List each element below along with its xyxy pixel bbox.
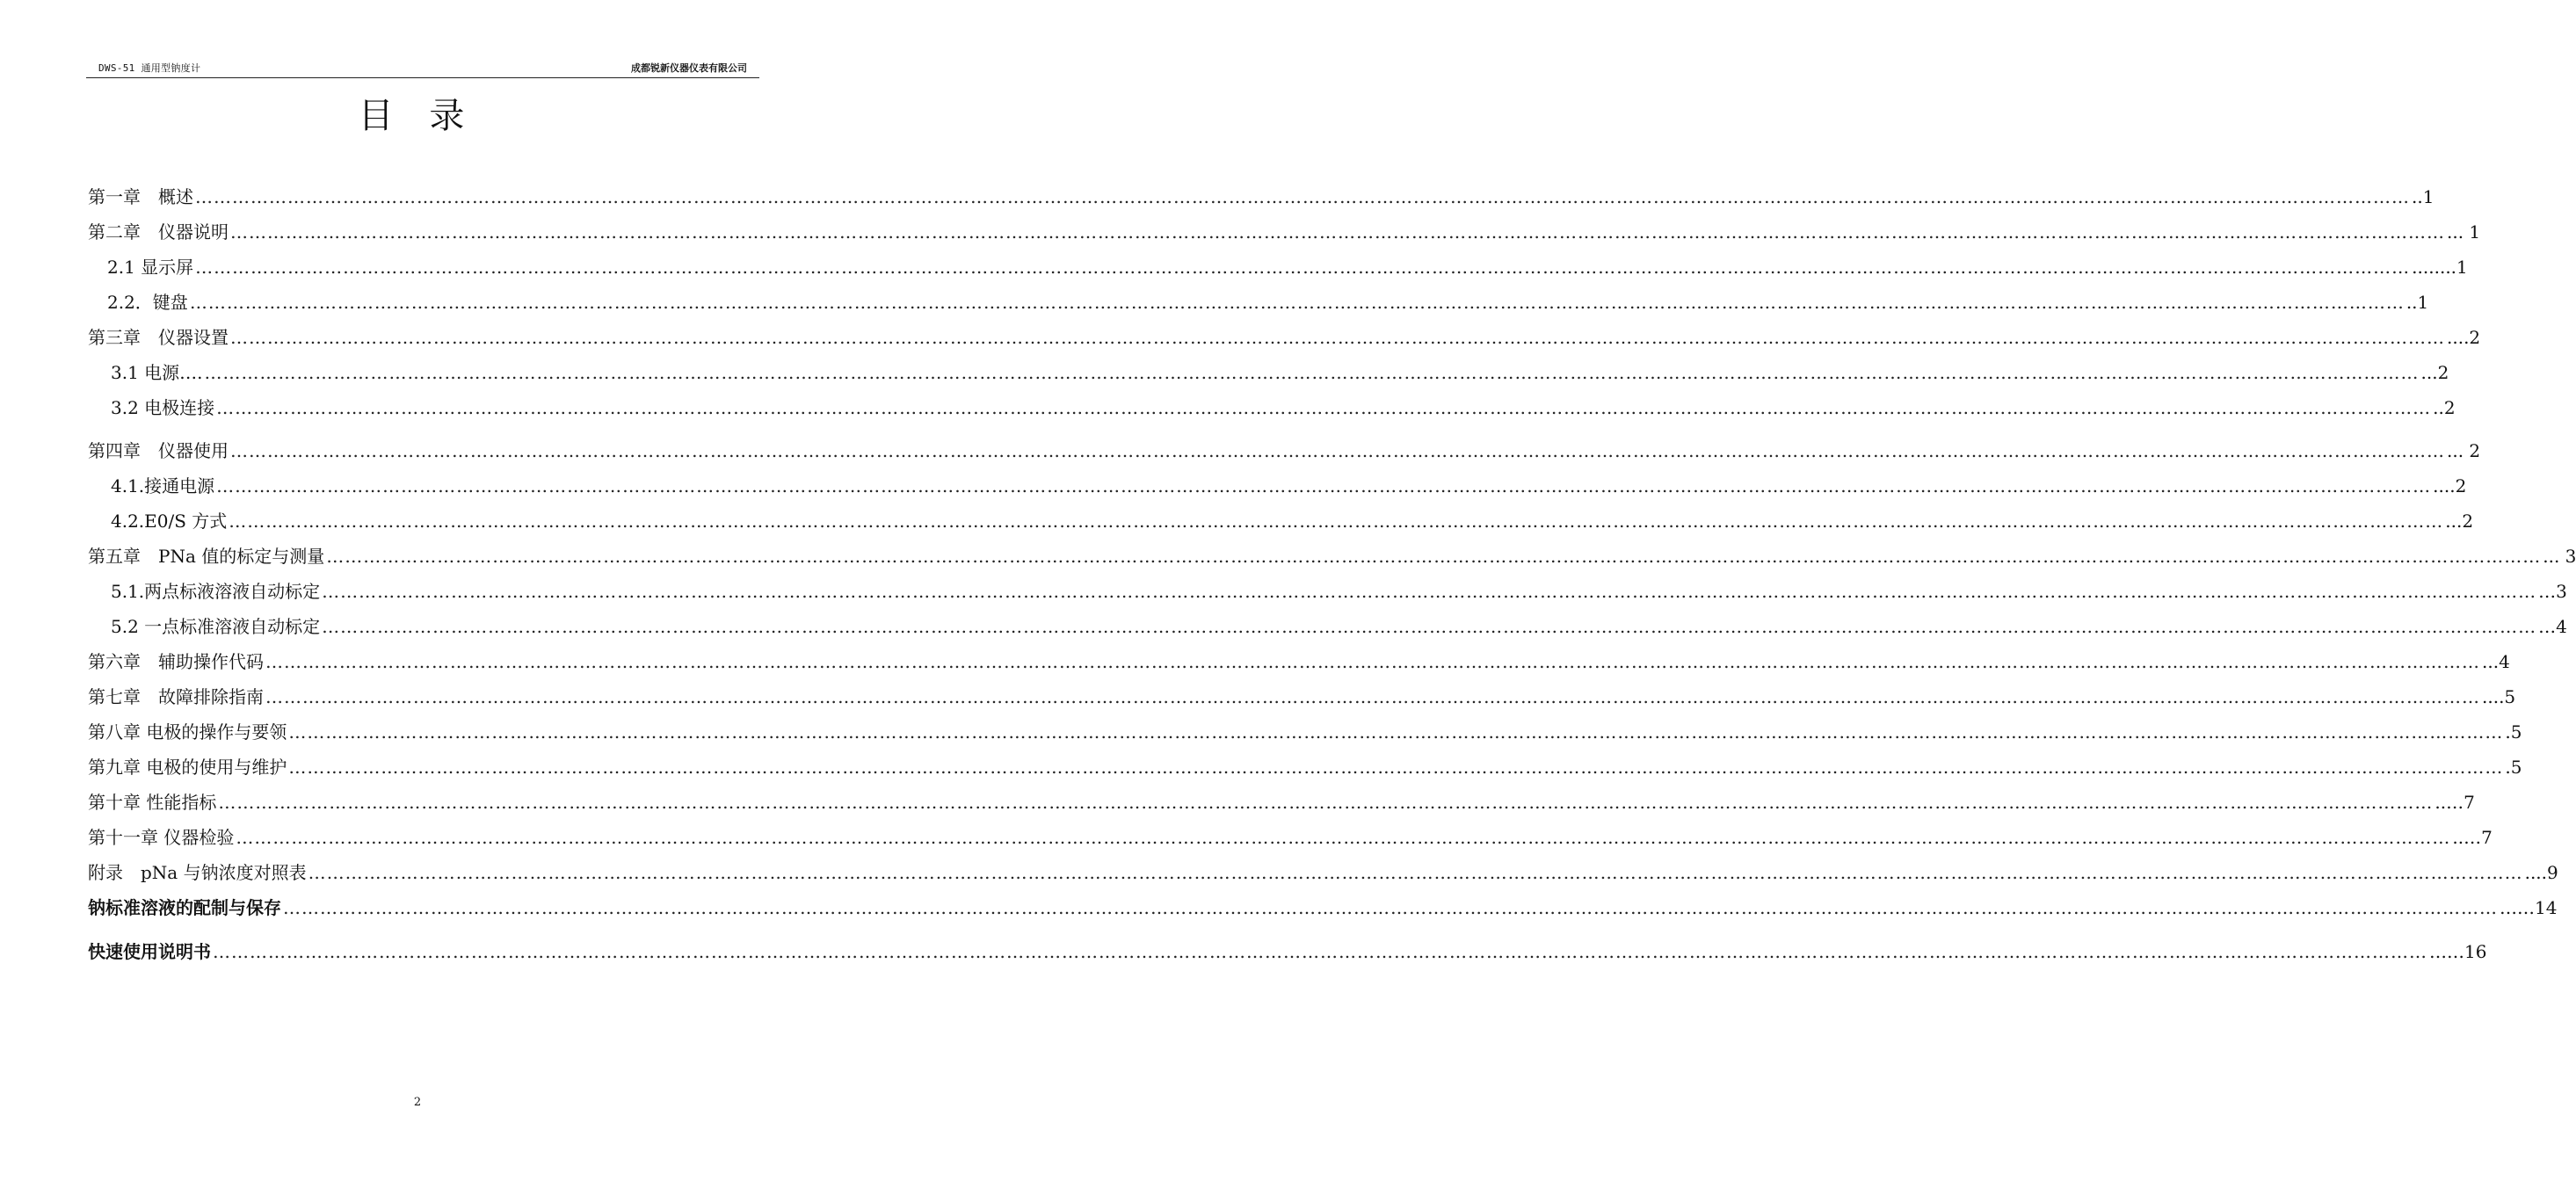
toc-entry[interactable]	[88, 323, 2481, 350]
toc-entry-label: 第一章 概述	[88, 186, 193, 207]
toc-entry-page: ...2	[2445, 511, 2474, 532]
toc-leader-dots: ………………………………………………………………………………………………………………………………………………………………………………………………………………………………………………………………………………………………………………………………	[213, 941, 2427, 962]
toc-entry-page: .5	[2505, 757, 2522, 778]
toc-entry-label: 第四章 仪器使用	[88, 440, 229, 461]
toc-entry-label: 第十一章 仪器检验	[88, 827, 235, 848]
toc-entry-page: ........1	[2412, 257, 2468, 278]
toc-entry-label: 第五章 PNa 值的标定与测量	[88, 546, 325, 567]
toc-leader-dots: ………………………………………………………………………………………………………………………………………………………………………………………………………………………………………………………………………………………………………………………………	[218, 792, 2434, 813]
toc-entry-page: ....5	[2482, 686, 2516, 707]
toc-entry-page: …4	[2538, 616, 2567, 637]
toc-entry-label: 3.2 电极连接	[111, 397, 215, 418]
page-number: 2	[413, 1096, 422, 1109]
toc-entry-label: 第十章 性能指标	[88, 792, 217, 813]
toc-entry-label: 5.1.两点标液溶液自动标定	[111, 581, 321, 602]
toc-entry-page: ……14	[2500, 897, 2558, 918]
toc-entry[interactable]	[88, 648, 2510, 674]
toc-entry-page: ..1	[2412, 186, 2435, 207]
toc-entry-label: 3.1 电源….	[111, 362, 203, 383]
toc-leader-dots: ………………………………………………………………………………………………………………………………………………………………………………………………………………………………………………………………………………………………………………………………	[288, 757, 2504, 778]
toc-entry[interactable]	[88, 753, 2522, 779]
toc-entry-page: ..1	[2405, 292, 2429, 313]
toc-title: 目 录	[358, 96, 477, 136]
toc-entry-page: ...4	[2482, 651, 2510, 672]
toc-entry-page: ....9	[2524, 862, 2558, 883]
toc-entry-label: 4.1.接通电源	[111, 475, 215, 496]
toc-entry-page: ...2	[2420, 362, 2449, 383]
toc-entry[interactable]	[107, 288, 2429, 315]
toc-entry-label: 4.2.E0/S 方式	[111, 511, 228, 532]
toc-entry-page: ……16	[2429, 941, 2487, 962]
toc-entry-label: 5.2 一点标准溶液自动标定	[111, 616, 321, 637]
toc-entry[interactable]	[111, 472, 2467, 498]
toc-entry-label: 第三章 仪器设置	[88, 327, 229, 348]
toc-entry[interactable]	[111, 577, 2567, 604]
toc-entry-label: 第六章 辅助操作代码	[88, 651, 264, 672]
toc-leader-dots: ………………………………………………………………………………………………………………………………………………………………………………………………………………………………………………………………………………………………………………………………	[195, 186, 2410, 207]
toc-entry[interactable]	[111, 359, 2449, 385]
toc-entry-label: 第八章 电极的操作与要领	[88, 721, 287, 743]
toc-leader-dots: ………………………………………………………………………………………………………………………………………………………………………………………………………………………………………………………………………………………………………………………………	[236, 827, 2451, 848]
toc-entry[interactable]	[88, 183, 2435, 209]
toc-entry[interactable]	[88, 437, 2481, 463]
toc-entry-page: ..…7	[2452, 827, 2493, 848]
toc-leader-dots: ………………………………………………………………………………………………………………………………………………………………………………………………………………………………………………………………………………………………………………………………	[265, 651, 2480, 672]
toc-entry-page: ... 2	[2447, 440, 2481, 461]
toc-entry-page: ... 3	[2543, 546, 2576, 567]
toc-entry[interactable]	[111, 612, 2567, 639]
toc-entry[interactable]	[88, 683, 2516, 709]
header-company-name: 成都锐新仪器仪表有限公司	[631, 62, 747, 74]
toc-entry[interactable]	[88, 542, 2576, 569]
toc-leader-dots: ………………………………………………………………………………………………………………………………………………………………………………………………………………………………………………………………………………………………………………………………	[322, 616, 2537, 637]
toc-leader-dots: ………………………………………………………………………………………………………………………………………………………………………………………………………………………………………………………………………………………………………………………………	[322, 581, 2537, 602]
toc-entry[interactable]	[88, 938, 2487, 964]
toc-entry[interactable]	[107, 253, 2468, 279]
toc-entry-page: ....2	[2433, 475, 2467, 496]
toc-entry-label: 钠标准溶液的配制与保存	[88, 897, 281, 918]
toc-leader-dots: ………………………………………………………………………………………………………………………………………………………………………………………………………………………………………………………………………………………………………………………………	[229, 511, 2444, 532]
toc-entry-label: 第七章 故障排除指南	[88, 686, 264, 707]
toc-entry-page: ..2	[2433, 397, 2456, 418]
page-header	[86, 60, 759, 78]
toc-leader-dots: ………………………………………………………………………………………………………………………………………………………………………………………………………………………………………………………………………………………………………………………………	[230, 440, 2445, 461]
toc-leader-dots: ………………………………………………………………………………………………………………………………………………………………………………………………………………………………………………………………………………………………………………………………	[189, 292, 2405, 313]
toc-leader-dots: ………………………………………………………………………………………………………………………………………………………………………………………………………………………………………………………………………………………………………………………………	[265, 686, 2480, 707]
toc-leader-dots: ………………………………………………………………………………………………………………………………………………………………………………………………………………………………………………………………………………………………………………………………	[216, 475, 2432, 496]
toc-leader-dots: ………………………………………………………………………………………………………………………………………………………………………………………………………………………………………………………………………………………………………………………………	[230, 221, 2445, 243]
toc-entry[interactable]	[88, 718, 2522, 744]
toc-leader-dots: ………………………………………………………………………………………………………………………………………………………………………………………………………………………………………………………………………………………………………………………………	[204, 362, 2420, 383]
toc-entry[interactable]	[111, 394, 2456, 420]
toc-entry-label: 第二章 仪器说明	[88, 221, 229, 243]
toc-leader-dots: ………………………………………………………………………………………………………………………………………………………………………………………………………………………………………………………………………………………………………………………………	[216, 397, 2432, 418]
toc-entry-label: 2.1 显示屏	[107, 257, 194, 278]
toc-entry-page: ....2	[2447, 327, 2481, 348]
toc-entry-label: 2.2．键盘	[107, 292, 188, 313]
toc-entry[interactable]	[88, 218, 2481, 244]
toc-leader-dots: ………………………………………………………………………………………………………………………………………………………………………………………………………………………………………………………………………………………………………………………………	[308, 862, 2523, 883]
toc-entry-page: ..…7	[2435, 792, 2475, 813]
toc-entry-label: 第九章 电极的使用与维护	[88, 757, 287, 778]
toc-entry[interactable]	[88, 823, 2493, 850]
toc-leader-dots: ………………………………………………………………………………………………………………………………………………………………………………………………………………………………………………………………………………………………………………………………	[195, 257, 2411, 278]
toc-leader-dots: ………………………………………………………………………………………………………………………………………………………………………………………………………………………………………………………………………………………………………………………………	[283, 897, 2498, 918]
toc-entry-page: …3	[2538, 581, 2567, 602]
toc-leader-dots: ………………………………………………………………………………………………………………………………………………………………………………………………………………………………………………………………………………………………………………………………	[230, 327, 2445, 348]
toc-entry-label: 附录 pNa 与钠浓度对照表	[88, 862, 307, 883]
toc-entry[interactable]	[88, 788, 2475, 815]
toc-entry-page: .5	[2505, 721, 2522, 743]
toc-entry[interactable]	[88, 894, 2558, 920]
toc-entry[interactable]	[111, 507, 2474, 533]
toc-leader-dots: ………………………………………………………………………………………………………………………………………………………………………………………………………………………………………………………………………………………………………………………………	[326, 546, 2542, 567]
header-document-title: DWS-51 通用型钠度计	[98, 62, 201, 74]
toc-entry[interactable]	[88, 859, 2558, 885]
toc-entry-page: ... 1	[2447, 221, 2481, 243]
toc-entry-label: 快速使用说明书	[88, 941, 211, 962]
toc-leader-dots: ………………………………………………………………………………………………………………………………………………………………………………………………………………………………………………………………………………………………………………………………	[288, 721, 2504, 743]
